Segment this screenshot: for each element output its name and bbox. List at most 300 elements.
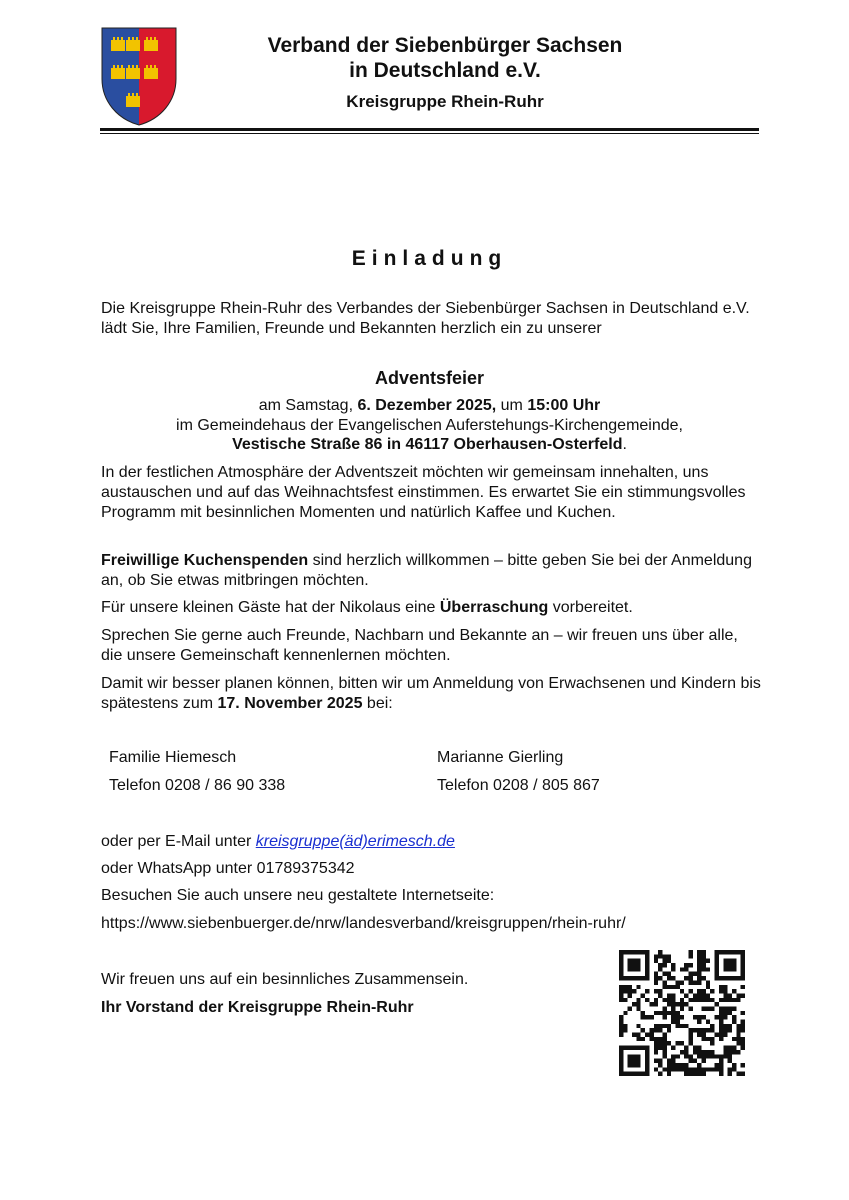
qr-module <box>658 1063 662 1067</box>
qr-module <box>697 1054 701 1058</box>
qr-module <box>719 950 723 954</box>
qr-module <box>697 1063 701 1067</box>
qr-module <box>702 959 706 963</box>
qr-module <box>702 1033 706 1037</box>
qr-module <box>628 1046 632 1050</box>
qr-module <box>728 1067 732 1071</box>
qr-module <box>645 1054 649 1058</box>
qr-module <box>684 993 688 997</box>
qr-module <box>636 1046 640 1050</box>
qr-module <box>619 1072 623 1076</box>
qr-module <box>658 989 662 993</box>
qr-module <box>667 1028 671 1032</box>
qr-module <box>689 950 693 954</box>
qr-module <box>715 967 719 971</box>
qr-module <box>645 959 649 963</box>
qr-module <box>736 998 740 1002</box>
qr-module <box>641 1015 645 1019</box>
qr-module <box>732 1020 736 1024</box>
qr-module <box>658 1024 662 1028</box>
qr-module <box>623 950 627 954</box>
qr-module <box>715 1054 719 1058</box>
qr-module <box>623 1072 627 1076</box>
qr-module <box>697 963 701 967</box>
qr-module <box>706 1054 710 1058</box>
qr-module <box>719 1054 723 1058</box>
qr-module <box>671 976 675 980</box>
qr-module <box>623 1024 627 1028</box>
qr-module <box>702 1059 706 1063</box>
qr-module <box>736 1024 740 1028</box>
qr-module <box>671 998 675 1002</box>
invitation-title: Einladung <box>351 247 508 270</box>
qr-module <box>728 1006 732 1010</box>
qr-module <box>736 1072 740 1076</box>
tower-icon <box>126 93 140 107</box>
qr-module <box>619 963 623 967</box>
intro-paragraph: Die Kreisgruppe Rhein-Ruhr des Verbandes der Siebenbürger Sachsen in Deutschland e.V. lädt Sie, Ihre Familien, Freunde und Bekannten herzlich ein zu unserer <box>101 300 750 337</box>
qr-module <box>675 1063 679 1067</box>
qr-module <box>632 1063 636 1067</box>
qr-module <box>697 959 701 963</box>
qr-module <box>619 972 623 976</box>
qr-module <box>719 1063 723 1067</box>
qr-module <box>723 1046 727 1050</box>
qr-module <box>706 967 710 971</box>
qr-module <box>693 1050 697 1054</box>
qr-module <box>732 976 736 980</box>
qr-module <box>706 1050 710 1054</box>
qr-module <box>628 950 632 954</box>
qr-module <box>697 1067 701 1071</box>
qr-module <box>680 980 684 984</box>
cake-paragraph: Freiwillige Kuchenspenden sind herzlich willkommen – bitte geben Sie bei der Anmeldung an, ob Sie etwas mitbringen möchten. <box>101 552 752 589</box>
qr-module <box>671 985 675 989</box>
qr-module <box>697 1015 701 1019</box>
qr-module <box>671 1011 675 1015</box>
qr-module <box>641 993 645 997</box>
qr-module <box>632 1002 636 1006</box>
qr-module <box>645 950 649 954</box>
qr-module <box>723 1024 727 1028</box>
qr-module <box>723 950 727 954</box>
qr-module <box>706 1006 710 1010</box>
qr-module <box>645 1059 649 1063</box>
qr-module <box>736 1028 740 1032</box>
qr-module <box>693 993 697 997</box>
qr-module <box>649 1028 653 1032</box>
qr-module <box>706 980 710 984</box>
qr-module <box>723 998 727 1002</box>
qr-module <box>619 993 623 997</box>
qr-module <box>654 1011 658 1015</box>
qr-module <box>658 963 662 967</box>
qr-module <box>689 980 693 984</box>
qr-module <box>715 1015 719 1019</box>
qr-module <box>619 1054 623 1058</box>
qr-module <box>693 1067 697 1071</box>
qr-module <box>689 976 693 980</box>
event-date-line: am Samstag, 6. Dezember 2025, um 15:00 Uhr <box>258 397 601 414</box>
qr-module <box>649 1002 653 1006</box>
qr-module <box>636 1002 640 1006</box>
qr-module <box>736 1037 740 1041</box>
qr-module <box>710 1024 714 1028</box>
qr-module <box>719 998 723 1002</box>
qr-module <box>675 1067 679 1071</box>
qr-module <box>741 1037 745 1041</box>
qr-module <box>736 976 740 980</box>
qr-module <box>689 1037 693 1041</box>
qr-module <box>728 998 732 1002</box>
qr-module <box>636 1059 640 1063</box>
qr-module <box>702 998 706 1002</box>
qr-module <box>662 1037 666 1041</box>
qr-module <box>706 998 710 1002</box>
qr-module <box>697 954 701 958</box>
qr-module <box>645 1067 649 1071</box>
email-link[interactable]: kreisgruppe(äd)erimesch.de <box>255 833 455 850</box>
qr-module <box>741 1072 745 1076</box>
qr-module <box>636 1006 640 1010</box>
qr-module <box>715 1002 719 1006</box>
qr-module <box>667 959 671 963</box>
qr-module <box>736 1033 740 1037</box>
qr-module <box>658 976 662 980</box>
qr-code-icon[interactable] <box>619 950 745 1076</box>
qr-module <box>728 967 732 971</box>
qr-module <box>628 993 632 997</box>
qr-module <box>702 950 706 954</box>
qr-module <box>662 959 666 963</box>
qr-module <box>636 998 640 1002</box>
qr-module <box>684 1046 688 1050</box>
qr-module <box>684 963 688 967</box>
qr-module <box>658 1072 662 1076</box>
qr-module <box>693 972 697 976</box>
coat-of-arms-icon <box>101 27 177 126</box>
qr-module <box>732 998 736 1002</box>
qr-module <box>636 1054 640 1058</box>
qr-module <box>710 1028 714 1032</box>
qr-module <box>741 1063 745 1067</box>
qr-module <box>732 1015 736 1019</box>
qr-module <box>628 967 632 971</box>
qr-module <box>628 963 632 967</box>
qr-module <box>636 967 640 971</box>
qr-module <box>645 1033 649 1037</box>
qr-module <box>697 998 701 1002</box>
qr-module <box>693 980 697 984</box>
qr-module <box>619 1024 623 1028</box>
qr-module <box>697 976 701 980</box>
qr-module <box>632 959 636 963</box>
qr-module <box>736 950 740 954</box>
qr-module <box>645 972 649 976</box>
qr-module <box>702 1067 706 1071</box>
qr-module <box>710 1037 714 1041</box>
qr-module <box>697 1033 701 1037</box>
qr-module <box>654 1046 658 1050</box>
qr-module <box>715 963 719 967</box>
qr-module <box>702 1028 706 1032</box>
qr-module <box>654 959 658 963</box>
qr-module <box>680 998 684 1002</box>
qr-module <box>671 1063 675 1067</box>
qr-module <box>619 989 623 993</box>
qr-module <box>654 1050 658 1054</box>
qr-module <box>689 1033 693 1037</box>
qr-module <box>671 963 675 967</box>
qr-module <box>689 1041 693 1045</box>
qr-module <box>662 1067 666 1071</box>
qr-module <box>732 1050 736 1054</box>
qr-module <box>723 1050 727 1054</box>
qr-module <box>671 993 675 997</box>
qr-module <box>671 1067 675 1071</box>
qr-module <box>741 993 745 997</box>
qr-module <box>719 1015 723 1019</box>
qr-module <box>693 1072 697 1076</box>
event-venue: im Gemeindehaus der Evangelischen Auferstehungs-Kirchengemeinde, <box>176 417 683 434</box>
qr-module <box>645 998 649 1002</box>
qr-module <box>619 1063 623 1067</box>
qr-module <box>732 1063 736 1067</box>
qr-module <box>645 954 649 958</box>
qr-module <box>684 1024 688 1028</box>
qr-module <box>667 976 671 980</box>
qr-module <box>723 993 727 997</box>
qr-module <box>675 1024 679 1028</box>
qr-module <box>684 1067 688 1071</box>
qr-module <box>728 976 732 980</box>
qr-module <box>654 972 658 976</box>
event-address-line: Vestische Straße 86 in 46117 Oberhausen-Osterfeld. <box>232 436 627 453</box>
qr-module <box>697 1050 701 1054</box>
qr-module <box>741 1046 745 1050</box>
qr-module <box>702 976 706 980</box>
qr-module <box>706 993 710 997</box>
qr-module <box>684 1050 688 1054</box>
qr-module <box>667 1041 671 1045</box>
qr-module <box>641 1072 645 1076</box>
qr-module <box>715 950 719 954</box>
qr-module <box>697 1028 701 1032</box>
qr-module <box>689 963 693 967</box>
qr-module <box>689 989 693 993</box>
qr-module <box>689 1006 693 1010</box>
qr-module <box>662 963 666 967</box>
qr-module <box>628 985 632 989</box>
qr-module <box>628 1059 632 1063</box>
qr-module <box>702 1050 706 1054</box>
qr-module <box>623 1046 627 1050</box>
qr-module <box>710 1006 714 1010</box>
tower-icon <box>126 65 140 79</box>
closing-line: Wir freuen uns auf ein besinnliches Zusammensein. <box>101 971 469 988</box>
website-url[interactable]: https://www.siebenbuerger.de/nrw/landesverband/kreisgruppen/rhein-ruhr/ <box>101 915 626 932</box>
qr-module <box>667 1011 671 1015</box>
qr-module <box>654 998 658 1002</box>
qr-module <box>723 989 727 993</box>
registration-paragraph: Damit wir besser planen können, bitten wir um Anmeldung von Erwachsenen und Kindern bis spätestens zum 17. November 2025 bei: <box>101 675 761 712</box>
qr-module <box>654 976 658 980</box>
qr-module <box>632 1046 636 1050</box>
qr-module <box>623 976 627 980</box>
qr-module <box>741 976 745 980</box>
qr-module <box>741 1011 745 1015</box>
qr-module <box>645 967 649 971</box>
qr-module <box>741 985 745 989</box>
qr-module <box>693 998 697 1002</box>
qr-module <box>719 1067 723 1071</box>
qr-module <box>619 1020 623 1024</box>
qr-module <box>636 976 640 980</box>
qr-module <box>706 959 710 963</box>
qr-module <box>723 963 727 967</box>
qr-module <box>719 985 723 989</box>
qr-module <box>619 1050 623 1054</box>
qr-module <box>710 1050 714 1054</box>
qr-module <box>667 1063 671 1067</box>
qr-module <box>667 985 671 989</box>
qr-module <box>710 989 714 993</box>
qr-module <box>697 967 701 971</box>
qr-module <box>741 967 745 971</box>
qr-module <box>667 972 671 976</box>
qr-module <box>680 1006 684 1010</box>
qr-module <box>680 1024 684 1028</box>
qr-module <box>732 959 736 963</box>
qr-module <box>723 1054 727 1058</box>
qr-module <box>702 1037 706 1041</box>
qr-module <box>636 963 640 967</box>
qr-module <box>715 1067 719 1071</box>
qr-module <box>741 1041 745 1045</box>
qr-module <box>632 976 636 980</box>
qr-module <box>675 985 679 989</box>
qr-module <box>628 976 632 980</box>
qr-module <box>675 1002 679 1006</box>
qr-module <box>732 967 736 971</box>
qr-module <box>684 1063 688 1067</box>
contact-name-2: Marianne Gierling <box>437 749 564 766</box>
qr-module <box>706 985 710 989</box>
qr-module <box>702 1006 706 1010</box>
qr-module <box>689 1028 693 1032</box>
header-divider-thick <box>100 128 759 131</box>
organization-title-line1: Verband der Siebenbürger Sachsen <box>267 34 623 57</box>
qr-module <box>693 1059 697 1063</box>
qr-module <box>697 989 701 993</box>
kids-paragraph: Für unsere kleinen Gäste hat der Nikolaus eine Überraschung vorbereitet. <box>101 599 633 616</box>
qr-module <box>715 972 719 976</box>
qr-module <box>732 1037 736 1041</box>
qr-module <box>723 1033 727 1037</box>
qr-module <box>693 1046 697 1050</box>
qr-module <box>723 1011 727 1015</box>
qr-module <box>628 1006 632 1010</box>
qr-module <box>697 1072 701 1076</box>
qr-module <box>619 1067 623 1071</box>
signature: Ihr Vorstand der Kreisgruppe Rhein-Ruhr <box>101 999 414 1016</box>
qr-module <box>719 1006 723 1010</box>
qr-module <box>662 972 666 976</box>
tower-icon <box>126 37 140 51</box>
qr-module <box>645 1015 649 1019</box>
qr-module <box>710 1054 714 1058</box>
qr-module <box>628 1063 632 1067</box>
qr-module <box>658 993 662 997</box>
qr-module <box>671 1002 675 1006</box>
qr-module <box>702 967 706 971</box>
qr-module <box>641 976 645 980</box>
qr-module <box>741 954 745 958</box>
qr-module <box>675 1020 679 1024</box>
qr-module <box>649 1015 653 1019</box>
qr-module <box>667 1002 671 1006</box>
qr-module <box>623 998 627 1002</box>
qr-module <box>662 980 666 984</box>
qr-module <box>706 1037 710 1041</box>
qr-module <box>732 989 736 993</box>
qr-module <box>680 1041 684 1045</box>
qr-module <box>619 998 623 1002</box>
friends-paragraph: Sprechen Sie gerne auch Freunde, Nachbarn und Bekannte an – wir freuen uns über alle, die unsere Gemeinschaft kennenlernen möchten. <box>101 627 738 664</box>
qr-module <box>619 950 623 954</box>
qr-module <box>632 963 636 967</box>
qr-module <box>636 1033 640 1037</box>
tower-icon <box>144 37 158 51</box>
qr-module <box>658 1041 662 1045</box>
event-address: Vestische Straße 86 in 46117 Oberhausen-Osterfeld <box>232 436 623 453</box>
qr-module <box>741 1020 745 1024</box>
qr-module <box>723 967 727 971</box>
qr-module <box>741 972 745 976</box>
qr-module <box>645 1072 649 1076</box>
qr-module <box>636 1072 640 1076</box>
tower-icon <box>111 65 125 79</box>
qr-module <box>680 967 684 971</box>
qr-module <box>654 989 658 993</box>
qr-module <box>702 1054 706 1058</box>
qr-module <box>728 1011 732 1015</box>
qr-module <box>619 1015 623 1019</box>
qr-module <box>667 1059 671 1063</box>
event-date: 6. Dezember 2025, <box>357 397 497 414</box>
qr-module <box>741 1024 745 1028</box>
qr-module <box>671 1006 675 1010</box>
qr-module <box>719 1059 723 1063</box>
qr-module <box>675 1041 679 1045</box>
qr-module <box>619 1059 623 1063</box>
qr-module <box>719 976 723 980</box>
qr-module <box>619 967 623 971</box>
qr-module <box>619 959 623 963</box>
qr-module <box>654 1002 658 1006</box>
qr-module <box>619 1046 623 1050</box>
qr-module <box>649 1037 653 1041</box>
qr-module <box>719 1011 723 1015</box>
qr-module <box>667 998 671 1002</box>
qr-module <box>675 1011 679 1015</box>
qr-module <box>719 1024 723 1028</box>
qr-module <box>671 1054 675 1058</box>
qr-module <box>641 1011 645 1015</box>
qr-module <box>741 950 745 954</box>
qr-module <box>723 959 727 963</box>
qr-module <box>636 1063 640 1067</box>
